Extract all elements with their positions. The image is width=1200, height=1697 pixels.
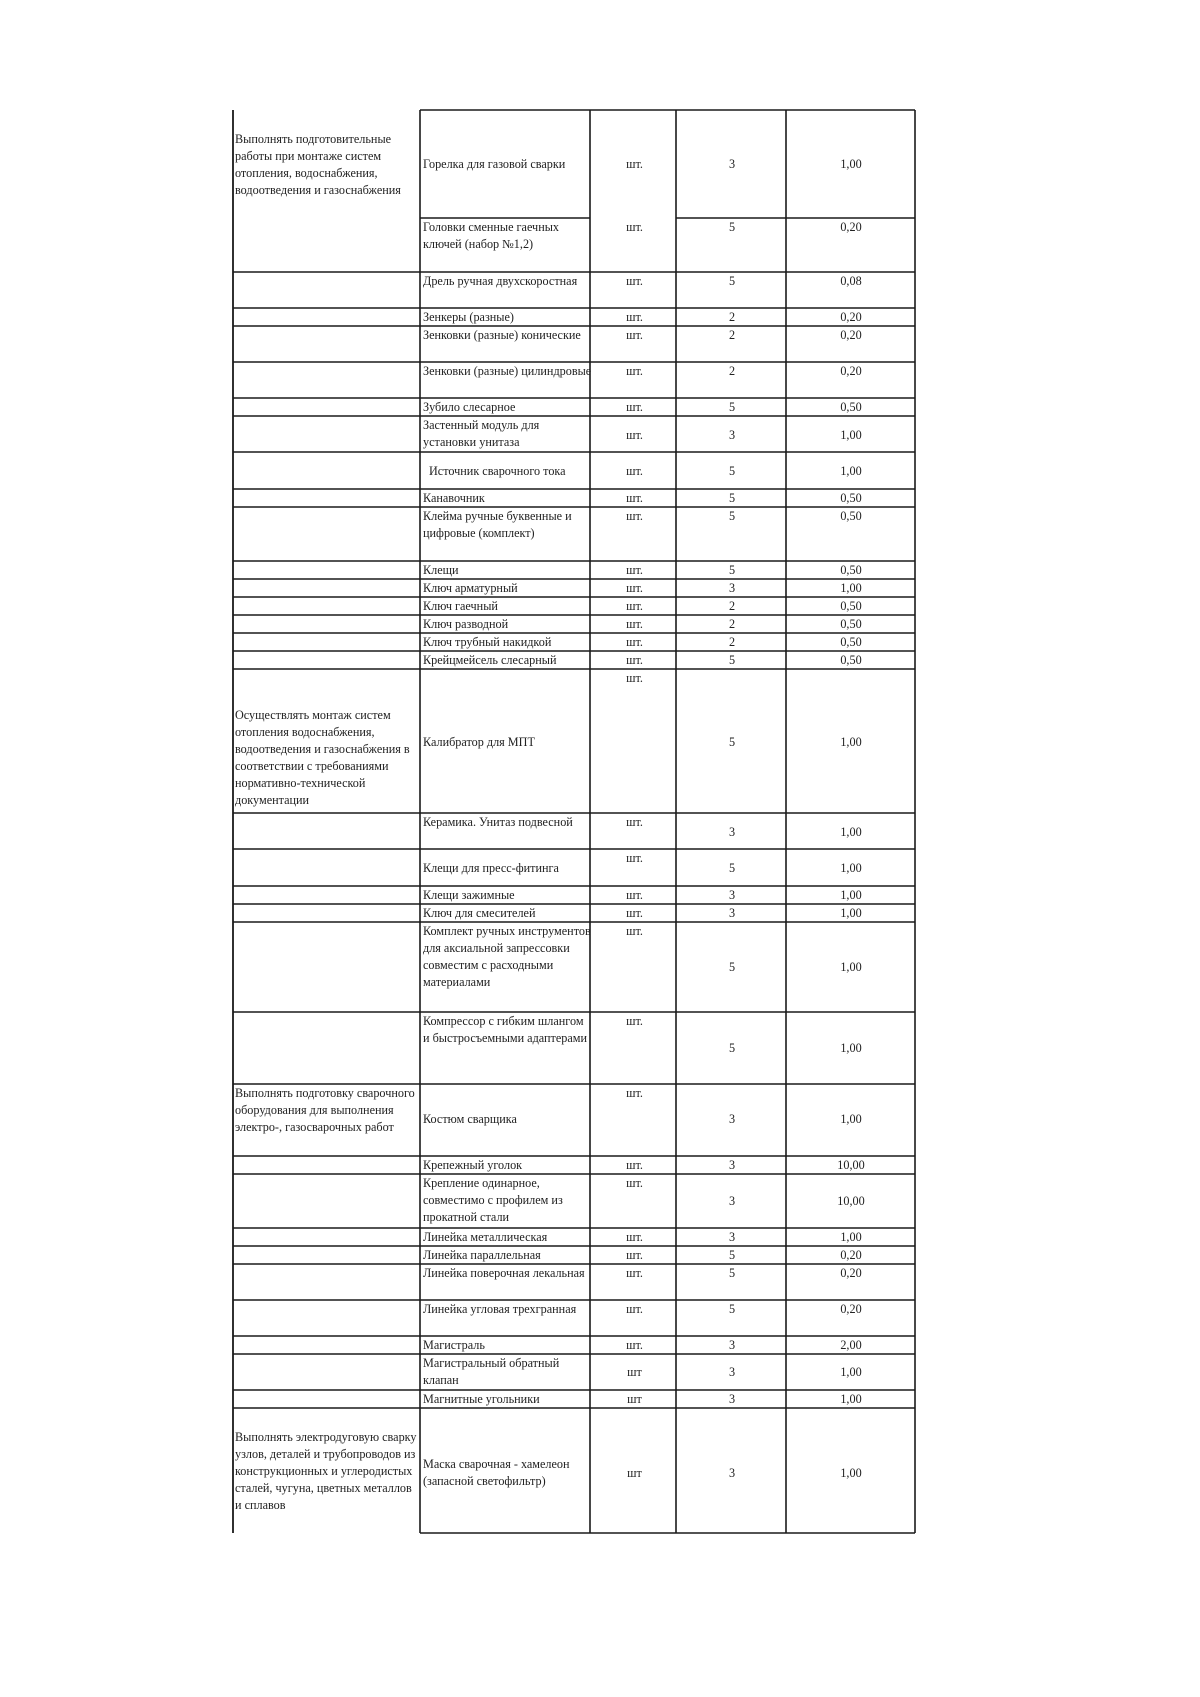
unit-cell: шт. [626,509,643,523]
equipment-name: Ключ разводной [423,617,509,631]
quantity-cell: 2 [728,364,736,378]
coefficient-cell: 0,08 [840,274,862,288]
equipment-name: Крейцмейсель слесарный [423,653,557,667]
coefficient-cell: 0,50 [840,491,862,505]
equipment-name: Дрель ручная двухскоростная [423,274,578,288]
unit-cell: шт. [626,491,643,505]
coefficient-cell: 1,00 [840,906,862,920]
unit-cell: шт. [626,274,643,288]
equipment-name: Крепление одинарное, совместимо с профилем из прокатной стали [423,1176,563,1224]
coefficient-cell: 1,00 [840,157,862,171]
coefficient-cell: 1,00 [840,888,862,902]
quantity-cell: 5 [728,464,736,478]
equipment-name: Канавочник [423,491,485,505]
quantity-cell: 2 [728,635,736,649]
equipment-name: Линейка металлическая [423,1230,548,1244]
equipment-name: Клещи [423,563,459,577]
unit-cell: шт. [626,599,643,613]
coefficient-cell: 0,20 [840,1248,862,1262]
coefficient-cell: 0,50 [840,400,862,414]
equipment-name: Калибратор для МПТ [423,735,535,749]
unit-cell: шт. [626,635,643,649]
coefficient-cell: 0,20 [840,1266,862,1280]
quantity-cell: 5 [728,400,736,414]
unit-cell: шт. [626,851,643,865]
equipment-name: Магистраль [423,1338,485,1352]
equipment-name: Крепежный уголок [423,1158,523,1172]
unit-cell: шт. [626,1230,643,1244]
quantity-cell: 3 [728,825,736,839]
coefficient-cell: 0,20 [840,1302,862,1316]
equipment-name: Клещи для пресс-фитинга [423,861,559,875]
unit-cell: шт. [626,1266,643,1280]
equipment-name: Зубило слесарное [423,400,516,414]
coefficient-cell: 10,00 [837,1194,865,1208]
unit-cell: шт. [626,428,643,442]
unit-cell: шт. [626,906,643,920]
coefficient-cell: 0,20 [840,364,862,378]
unit-cell: шт. [626,400,643,414]
coefficient-cell: 10,00 [837,1158,865,1172]
coefficient-cell: 0,20 [840,220,862,234]
quantity-cell: 5 [728,491,736,505]
quantity-cell: 3 [728,1112,736,1126]
unit-cell: шт. [626,563,643,577]
quantity-cell: 5 [728,220,736,234]
quantity-cell: 2 [728,599,736,613]
coefficient-cell: 0,50 [840,653,862,667]
equipment-name: Магнитные угольники [423,1392,540,1406]
equipment-name: Зенкеры (разные) [423,310,514,324]
coefficient-cell: 0,50 [840,617,862,631]
quantity-cell: 5 [728,653,736,667]
coefficient-cell: 1,00 [840,1112,862,1126]
coefficient-cell: 0,20 [840,310,862,324]
coefficient-cell: 0,20 [840,328,862,342]
unit-cell: шт [627,1392,642,1406]
unit-cell: шт. [626,671,643,685]
coefficient-cell: 1,00 [840,1466,862,1480]
equipment-name: Магистральный обратный клапан [423,1356,560,1387]
unit-cell: шт. [626,1086,643,1100]
coefficient-cell: 1,00 [840,735,862,749]
unit-cell: шт. [626,1248,643,1262]
equipment-name: Компрессор с гибким шлангом и быстросъемными адаптерами [423,1014,588,1045]
quantity-cell: 3 [728,157,736,171]
quantity-cell: 5 [728,1266,736,1280]
equipment-name: Комплект ручных инструментов для аксиальной запрессовки совместим с расходными материалами [423,924,591,989]
unit-cell: шт. [626,328,643,342]
unit-cell: шт [627,1365,642,1379]
quantity-cell: 3 [728,1392,736,1406]
coefficient-cell: 1,00 [840,1230,862,1244]
quantity-cell: 3 [728,581,736,595]
quantity-cell: 2 [728,617,736,631]
coefficient-cell: 0,50 [840,599,862,613]
equipment-name: Головки сменные гаечных ключей (набор №1,2) [423,220,559,251]
quantity-cell: 3 [728,906,736,920]
quantity-cell: 5 [728,274,736,288]
coefficient-cell: 0,50 [840,563,862,577]
coefficient-cell: 0,50 [840,635,862,649]
equipment-name: Костюм сварщика [423,1112,517,1126]
unit-cell: шт. [626,220,643,234]
coefficient-cell: 0,50 [840,509,862,523]
quantity-cell: 5 [728,1041,736,1055]
quantity-cell: 2 [728,328,736,342]
coefficient-cell: 1,00 [840,1392,862,1406]
quantity-cell: 2 [728,310,736,324]
unit-cell: шт. [626,888,643,902]
unit-cell: шт. [626,364,643,378]
coefficient-cell: 1,00 [840,960,862,974]
unit-cell: шт. [626,617,643,631]
quantity-cell: 3 [728,1466,736,1480]
equipment-name: Линейка параллельная [423,1248,541,1262]
quantity-cell: 5 [728,563,736,577]
quantity-cell: 5 [728,1248,736,1262]
quantity-cell: 5 [728,1302,736,1316]
quantity-cell: 5 [728,960,736,974]
equipment-name: Керамика. Унитаз подвесной [423,815,573,829]
unit-cell: шт. [626,653,643,667]
quantity-cell: 5 [728,509,736,523]
equipment-name: Линейка поверочная лекальная [423,1266,585,1280]
coefficient-cell: 1,00 [840,825,862,839]
equipment-name: Зенковки (разные) конические [423,328,581,342]
unit-cell: шт. [626,1338,643,1352]
equipment-name: Клейма ручные буквенные и цифровые (комплект) [423,509,572,540]
unit-cell: шт. [626,1014,643,1028]
quantity-cell: 3 [728,1194,736,1208]
unit-cell: шт. [626,815,643,829]
unit-cell: шт. [626,1302,643,1316]
unit-cell: шт. [626,581,643,595]
quantity-cell: 3 [728,1365,736,1379]
quantity-cell: 3 [728,1158,736,1172]
coefficient-cell: 1,00 [840,581,862,595]
equipment-name: Источник сварочного тока [429,464,566,478]
task-cell: Осуществлять монтаж систем отопления водоснабжения, водоотведения и газоснабжения в соответствии с требованиями нормативно-технической документации [235,708,410,807]
equipment-name: Линейка угловая трехгранная [423,1302,577,1316]
equipment-name: Горелка для газовой сварки [423,157,566,171]
quantity-cell: 5 [728,735,736,749]
quantity-cell: 3 [728,888,736,902]
task-cell: Выполнять подготовку сварочного оборудования для выполнения электро-, газосварочных работ [235,1086,415,1134]
coefficient-cell: 1,00 [840,861,862,875]
quantity-cell: 3 [728,1230,736,1244]
equipment-name: Клещи зажимные [423,888,515,902]
equipment-name: Ключ для смесителей [423,906,536,920]
equipment-name: Зенковки (разные) цилиндровые [423,364,592,378]
unit-cell: шт. [626,464,643,478]
unit-cell: шт. [626,1176,643,1190]
equipment-name: Застенный модуль для установки унитаза [423,418,540,449]
coefficient-cell: 1,00 [840,428,862,442]
coefficient-cell: 1,00 [840,1365,862,1379]
coefficient-cell: 1,00 [840,1041,862,1055]
unit-cell: шт [627,1466,642,1480]
task-cell: Выполнять подготовительные работы при монтаже систем отопления, водоснабжения, водоотведения и газоснабжения [235,132,401,197]
coefficient-cell: 1,00 [840,464,862,478]
unit-cell: шт. [626,924,643,938]
unit-cell: шт. [626,157,643,171]
unit-cell: шт. [626,310,643,324]
unit-cell: шт. [626,1158,643,1172]
equipment-name: Маска сварочная - хамелеон (запасной светофильтр) [423,1457,570,1488]
equipment-name: Ключ трубный накидкой [423,635,552,649]
quantity-cell: 3 [728,1338,736,1352]
quantity-cell: 3 [728,428,736,442]
task-cell: Выполнять электродуговую сварку узлов, деталей и трубопроводов из конструкционных и углеродистых сталей, чугуна, цветных металлов и сплавов [235,1430,417,1512]
coefficient-cell: 2,00 [840,1338,862,1352]
quantity-cell: 5 [728,861,736,875]
equipment-name: Ключ арматурный [423,581,518,595]
equipment-name: Ключ гаечный [423,599,498,613]
